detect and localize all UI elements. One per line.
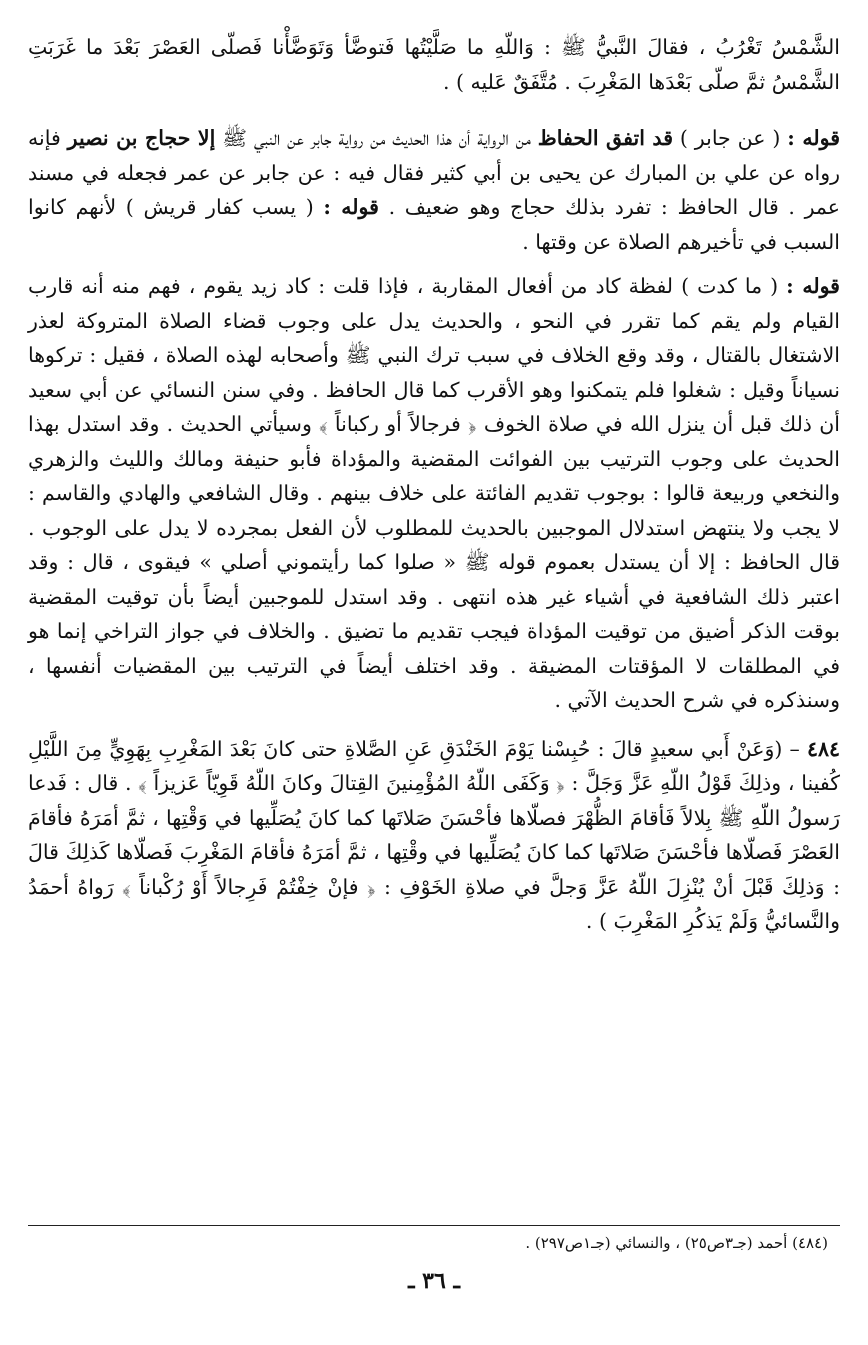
commentary-lead: قوله : [787, 126, 840, 150]
commentary-text: ( يسب كفار قريش ) لأنهم كانوا السبب في تأخيرهم الصلاة عن وقتها . [28, 195, 840, 254]
footnote-divider [28, 1225, 840, 1226]
book-page [28, 30, 840, 1320]
commentary-text: ( ما كدت ) لفظة كاد من أفعال المقاربة ، فإذا قلت : كاد زيد يقوم ، فهم منه أنه قارب القيام ولم يقم كما تقرر في النحو ، والحديث يدل على وجوب قضاء الصلاة المتروكة لعذر الاشتغال بالقتال ، وقد وقع الخلاف في سبب ترك النبي ﷺ وأصحابه لهذه الصلاة ، فقيل : تركوها نسياناً وقيل : شغلوا فلم يتمكنوا وهو الأقرب كما قال الحافظ . وفي سنن النسائي عن أبي سعيد أن ذلك قبل أن ينزل الله في صلاة الخوف ﴿ فرجالاً أو ركباناً ﴾ وسيأتي الحديث . وقد استدل بهذا الحديث على وجوب الترتيب بين الفوائت المقضية والمؤداة فأبو حنيفة ومالك والليث والزهري والنخعي وربيعة قالوا : بوجوب تقديم الفائتة على خلاف بينهم . وقال الشافعي والهادي والقاسم : لا يجب ولا ينتهض استدلال الموجبين بالحديث للمطلوب لأن الفعل بمجرده لا يدل على الوجوب . قال الحافظ : إلا أن يستدل بعموم قوله ﷺ « صلوا كما رأيتموني أصلي » فيقوى ، قال : وقد اعتبر ذلك الشافعية في أشياء غير هذه انتهى . وقد استدل للموجبين أيضاً بأن توقيت المقضية بوقت الذكر أضيق من توقيت المؤداة فيجب تقديم ما تضيق . والخلاف في جواز التراخي إنما هو في المطلقات لا المؤقتات المضيقة . وقد اختلف أيضاً في الترتيب بين المقضيات أنفسها ، وسنذكره في شرح الحديث الآتي . [28, 274, 840, 712]
commentary-quote: ( عن جابر ) [679, 126, 781, 150]
commentary-lead: قوله : [786, 274, 840, 298]
hadith-text: – (وَعَنْ أَبي سعيدٍ قالَ : حُبِسْنا يَوْمَ الخَنْدَقِ عَنِ الصَّلاةِ حتى كانَ بَعْدَ المَغْرِبِ بِهَوِيٍّ مِنَ اللَّيْلِ كُفينا ، وذلِكَ قَوْلُ اللّهِ عَزَّ وَجَلَّ : ﴿ وَكَفَى اللّهُ المُؤْمِنينَ القِتالَ وكانَ اللّهُ قَوِيّاً عَزيزاً ﴾ . قال : فَدعا رَسولُ اللّهِ ﷺ بِلالاً فَأقامَ الظُّهْرَ فصلّاها فأحْسَنَ صَلاتَها كما كانَ يُصَلِّيها في وَقْتِها ، ثمَّ أمَرَهُ فأقامَ العَصْرَ فَصلّاها فأحْسَنَ صَلاتَها كما كانَ يُصَلِّيها في وقْتِها ، ثمَّ أمَرَهُ فأقامَ المَغْرِبَ فَصلّاها كَذلِكَ قالَ : وَذلِكَ قَبْلَ أنْ يُنْزِلَ اللّهُ عَزَّ وَجلَّ في صلاةِ الخَوْفِ : ﴿ فإنْ خِفْتُمْ فَرِجالاً أَوْ رُكْباناً ﴾ رَواهُ أحمَدُ والنَّسائيُّ وَلَمْ يَذكُرِ المَغْرِبَ ) . [28, 736, 840, 933]
footnote: (٤٨٤) أحمد (جـ٣ص٢٥) ، والنسائي (جـ١ص٢٩٧) . [525, 1234, 828, 1252]
page-number: ـ ٣٦ ـ [408, 1268, 460, 1294]
commentary-emphasis: إلا حجاج بن نصير [67, 126, 216, 150]
hadith-ending-paragraph: الشَّمْسُ تَغْرُبُ ، فقالَ النَّبيُّ ﷺ : وَاللّهِ ما صَلَّيْتُها فَتوضَّأ وَتَوَضَّأْنا فَصلّى العَصْرَ بَعْدَ ما غَرَبَتِ الشَّمْسُ ثمَّ صلّى بَعْدَها المَغْرِبَ . مُتَّفَقٌ عَليه ) . [28, 35, 840, 94]
commentary-paragraph-kidt [28, 269, 840, 718]
commentary-text: فإنه رواه عن علي بن المبارك عن يحيى بن أبي كثير فقال فيه : عن جابر عن عمر فجعله في مسند عمر . قال الحافظ : تفرد بذلك حجاج وهو ضعيف . [28, 126, 840, 219]
commentary-lead: قوله : [323, 195, 379, 219]
hadith-paragraph [28, 732, 840, 939]
commentary-text: من الرواية أن هذا الحديث من رواية جابر عن النبي ﷺ [222, 126, 531, 150]
commentary-paragraph-jabir [28, 121, 840, 259]
hadith-number: ٤٨٤ [806, 736, 840, 761]
commentary-emphasis: قد اتفق الحفاظ [537, 126, 673, 150]
